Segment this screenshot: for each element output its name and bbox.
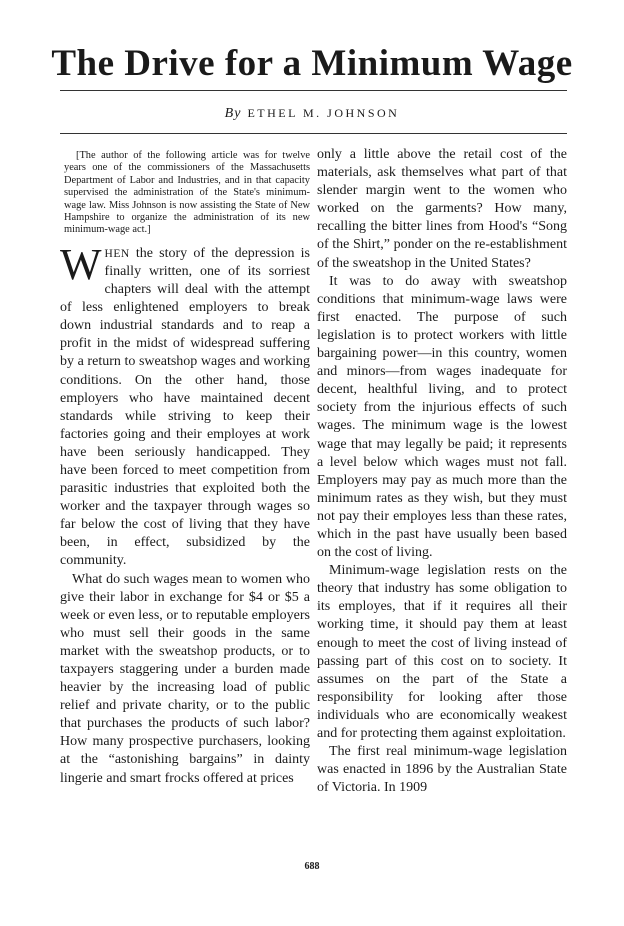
column-left <box>60 150 310 788</box>
title-rule <box>60 90 567 91</box>
byline-prefix: By <box>224 106 242 121</box>
lead-in-smallcaps: HEN <box>104 247 130 260</box>
paragraph-3: It was to do away with sweatshop conditions that minimum-wage laws were first enacted. The purpose of such legislation is to protect workers with little bargaining power—in this country, women and minors—from wages inadequate for decent, healthful living, and to protect society from the injurious effects of such wages. The minimum wage is the lowest wage that may legally be paid; it represents a level below which wages must not fall. Employers may pay as much more than the minimum rates as they wish, but they must not pay their employes less than these rates, which in the past have usually been based on the cost of living. <box>317 273 567 561</box>
byline <box>0 104 624 123</box>
article-title: The Drive for a Minimum Wage <box>51 43 573 84</box>
column-right <box>317 146 567 797</box>
editor-note: [The author of the following article was for twelve years one of the commissioners of the Massachusetts Department of Labor and Industries, and in that capacity supervised the administration of the State's minimum-wage law. Miss Johnson is now assisting the State of New Hampshire to organize the administration of its new minimum-wage act.] <box>64 150 310 236</box>
paragraph-4: Minimum-wage legislation rests on the theory that industry has some obligation to its employes, that if it requires all their working time, it should pay them at least enough to meet the cost of living instead of passing part of this cost on to society. It assumes on the part of the State a responsibility for looking after those individuals who are economically weakest and for protecting them against exploitation. <box>317 563 567 741</box>
paragraph-2: What do such wages mean to women who give their labor in exchange for $4 or $5 a week or even less, or to reputable employers who must sell their goods in the same market with the sweatshop products, or to taxpayers staggering under a burden made heavier by the increasing load of public relief and private charity, or to the public that purchases the products of such labor? How many prospective purchasers, looking at the “astonishing bargains” in dainty lingerie and smart frocks offered at prices <box>60 571 310 786</box>
byline-rule <box>60 133 567 134</box>
byline-author: ETHEL M. JOHNSON <box>247 106 400 120</box>
paragraph-5: The first real minimum-wage legislation was enacted in 1896 by the Australian State of Victoria. In 1909 <box>317 744 567 796</box>
paragraph-1 <box>60 239 310 571</box>
page-number: 688 <box>304 861 320 872</box>
paragraph-2-continued: only a little above the retail cost of the materials, ask themselves what part of that slender margin went to the women who worked on the garments? How many, recalling the bitter lines from Hood's “Song of the Shirt,” ponder on the re-establishment of the sweatshop in the United States? <box>317 147 567 271</box>
drop-cap: W <box>60 239 102 289</box>
paragraph-1-text: the story of the depression is finally written, one of its sorriest chapters will deal with the attempt of less enlightened employers to break down industrial standards and to reap a profit in the midst of widespread suffering by a return to sweatshop wages and working conditions. On the other hand, those employers who have maintained decent standards while striving to keep their factories going and their employes at work have been seriously handicapped. They have been forced to meet competition from parasitic industries that exploited both the worker and the taxpayer through wages so far below the cost of living that they have been, in effect, subsidized by the community. <box>60 245 310 569</box>
